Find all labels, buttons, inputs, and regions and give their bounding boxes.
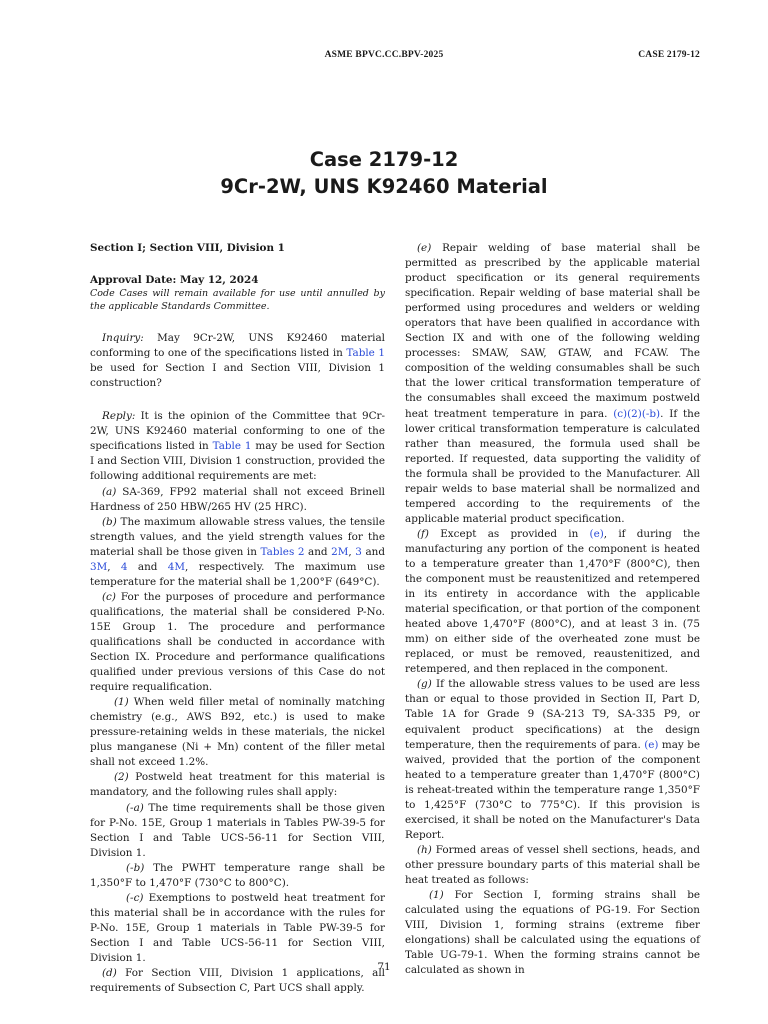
applicable-sections: Section I; Section VIII, Division 1 bbox=[90, 242, 285, 254]
inquiry-label: Inquiry: bbox=[102, 332, 144, 345]
item-c2c: (-c) Exemptions to postweld heat treatment for this material shall be in accordance with the rules for P-No. 15E, Group 1 materials in Table PW-39-5 for Section I and Table UCS-56-11 for Section VIII, Division 1. bbox=[90, 891, 385, 964]
left-column bbox=[90, 241, 385, 996]
reply-paragraph: Reply: It is the opinion of the Committee that 9Cr-2W, UNS K92460 material conforming to one of the specifications listed in Table 1 may be used for Section I and Section VIII, Division 1 construction, provided the following additional requirements are met: bbox=[90, 410, 385, 483]
table-3-link[interactable]: 3 bbox=[355, 545, 362, 558]
page-number: 71 bbox=[377, 961, 391, 973]
table-1-link[interactable]: Table 1 bbox=[346, 347, 385, 360]
item-c2b: (-b) The PWHT temperature range shall be 1,350°F to 1,470°F (730°C to 800°C). bbox=[90, 861, 385, 889]
item-b: (b) The maximum allowable stress values, the tensile strength values, and the yield strength values for the material shall be those given in Tables 2 and 2M, 3 and 3M, 4 and 4M, respectively. The maximum use temperature for the material shall be 1,200°F (649°C). bbox=[90, 515, 385, 588]
para-e-link[interactable]: (e) bbox=[589, 527, 604, 540]
para-e-link[interactable]: (e) bbox=[644, 738, 659, 751]
item-f: (f) Except as provided in (e), if during the manufacturing any portion of the component is heated to a temperature greater than 1,470°F (800°C), then the component must be reaustenitized and retempered in its entirety in accordance with the applicable material specification, or that portion of the component heated above 1,470°F (800°C), and at least 3 in. (75 mm) on either side of the overheated zone must be replaced, or must be removed, reaustenitized, and retempered, and then replaced in the component. bbox=[405, 527, 700, 676]
table-2m-link[interactable]: 2M bbox=[331, 545, 349, 558]
reply-label: Reply: bbox=[102, 410, 136, 423]
item-c2a: (-a) The time requirements shall be those given for P-No. 15E, Group 1 materials in Tables PW-39-5 for Section I and Table UCS-56-11 for Section VIII, Division 1. bbox=[90, 801, 385, 859]
table-4m-link[interactable]: 4M bbox=[167, 560, 186, 573]
para-c2b-link[interactable]: (c)(2)(-b) bbox=[613, 407, 661, 420]
item-g: (g) If the allowable stress values to be used are less than or equal to those provided in Section II, Part D, Table 1A for Grade 9 (SA-213 T9, SA-335 P9, or equivalent product specifications) at the design temperature, then the requirements of para. (e) may be waived, provided that the portion of the component heated to a temperature greater than 1,470°F (800°C) is reheat-treated within the temperature range 1,350°F to 1,425°F (730°C to 775°C). If this provision is exercised, it shall be noted on the Manufacturer's Data Report. bbox=[405, 678, 701, 841]
inquiry-paragraph: Inquiry: May 9Cr-2W, UNS K92460 material conforming to one of the specifications listed in Table 1 be used for Section I and Section VIII, Division 1 construction? bbox=[90, 332, 385, 390]
right-column bbox=[405, 241, 700, 978]
case-title bbox=[0, 146, 768, 200]
case-subject-heading: 9Cr-2W, UNS K92460 Material bbox=[220, 175, 548, 198]
running-header-right: CASE 2179-12 bbox=[638, 50, 700, 60]
approval-date: Approval Date: May 12, 2024 bbox=[90, 274, 259, 287]
item-c2: (2) Postweld heat treatment for this material is mandatory, and the following rules shall apply: bbox=[90, 771, 385, 799]
item-h1: (1) For Section I, forming strains shall be calculated using the equations of PG-19. For Section VIII, Division 1, forming strains (extreme fiber elongations) shall be calculated using the equations of Table UG-79-1. When the forming strains cannot be calculated as shown in bbox=[405, 889, 700, 977]
annulment-note: Code Cases will remain available for use until annulled by the applicable Standards Committee. bbox=[90, 288, 385, 312]
item-a: (a) SA-369, FP92 material shall not exceed Brinell Hardness of 250 HBW/265 HV (25 HRC). bbox=[90, 485, 385, 513]
case-number-heading: Case 2179-12 bbox=[309, 148, 459, 171]
item-c: (c) For the purposes of procedure and performance qualifications, the material shall be considered P-No. 15E Group 1. The procedure and performance qualifications shall be conducted in accordance with Section IX. Procedure and performance qualifications qualified under previous versions of this Case do not require requalification. bbox=[90, 590, 385, 694]
table-1-link[interactable]: Table 1 bbox=[212, 440, 252, 453]
item-e: (e) Repair welding of base material shall be permitted as prescribed by the applicable material product specification or its general requirements specification. Repair welding of base material shall be performed using procedures and welders or welding operators that have been qualified in accordance with Section IX and with one of the following welding processes: SMAW, SAW, GTAW, and FCAW. The composition of the welding consumables shall be such that the lower critical transformation temperature of the consumables shall exceed the maximum postweld heat treatment temperature in para. (c)(2)(-b). If the lower critical transformation temperature is calculated rather than measured, the formula used shall be reported. If requested, data supporting the validity of the formula shall be provided to the Manufacturer. All repair welds to base material shall be normalized and tempered according to the requirements of the applicable material product specification. bbox=[405, 242, 700, 525]
table-3m-link[interactable]: 3M bbox=[90, 560, 108, 573]
item-c1: (1) When weld filler metal of nominally matching chemistry (e.g., AWS B92, etc.) is used to make pressure-retaining welds in these materials, the nickel plus manganese (Ni + Mn) content of the filler metal shall not exceed 1.2%. bbox=[90, 696, 385, 769]
item-h: (h) Formed areas of vessel shell sections, heads, and other pressure boundary parts of this material shall be heat treated as follows: bbox=[405, 843, 700, 886]
item-d: (d) For Section VIII, Division 1 applications, all requirements of Subsection C, Part UCS shall apply. bbox=[90, 967, 385, 995]
tables-2-link[interactable]: Tables 2 bbox=[260, 545, 305, 558]
table-4-link[interactable]: 4 bbox=[120, 560, 128, 573]
running-header-center: ASME BPVC.CC.BPV-2025 bbox=[324, 50, 444, 60]
